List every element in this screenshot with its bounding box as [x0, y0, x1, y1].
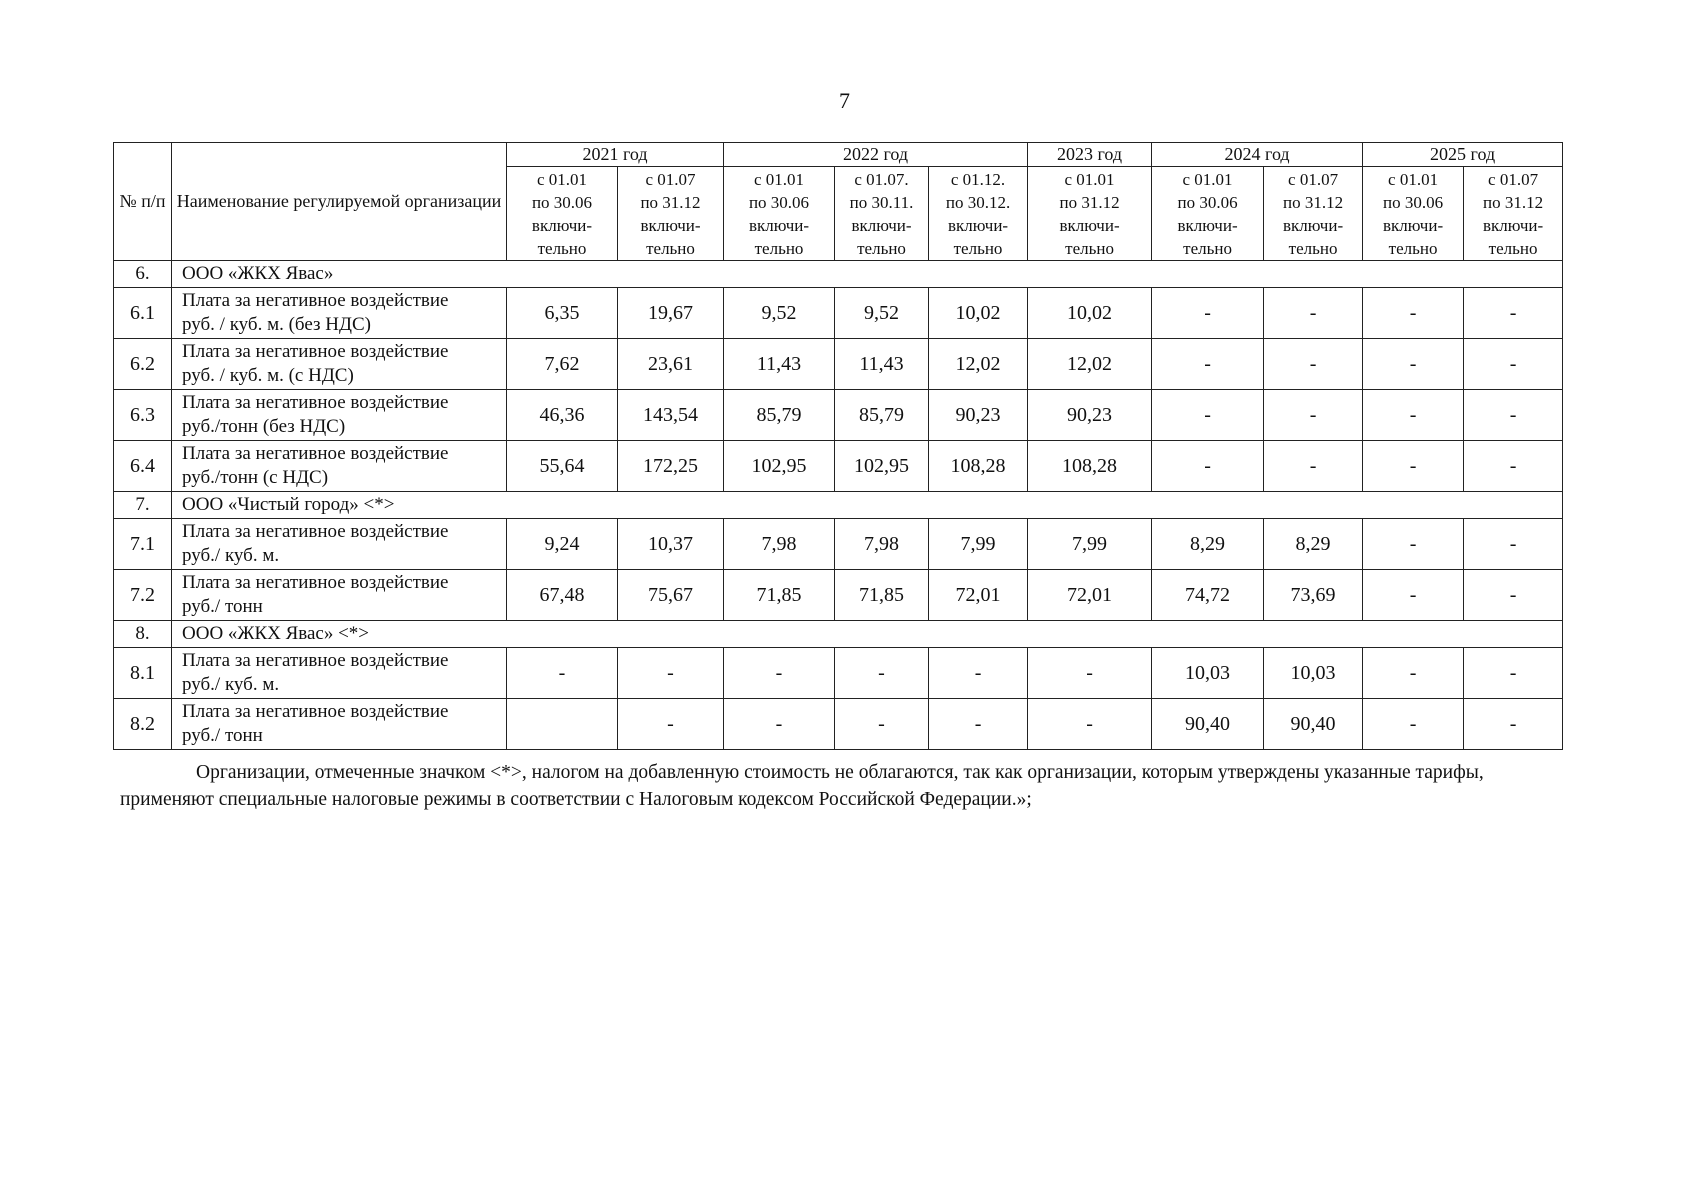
group-number: 7.	[114, 492, 172, 519]
row-number: 8.2	[114, 699, 172, 750]
period-header-line: тельно	[537, 238, 587, 258]
tariff-value-cell: 85,79	[724, 390, 835, 441]
period-header-line: включи-	[640, 215, 701, 235]
tariff-value-cell: 55,64	[507, 441, 618, 492]
tariff-value-cell: 10,02	[1028, 288, 1152, 339]
row-description	[172, 441, 507, 492]
tariff-value-cell: 74,72	[1152, 570, 1264, 621]
tariff-value-cell: 75,67	[618, 570, 724, 621]
tariff-value-cell: 108,28	[1028, 441, 1152, 492]
period-header-line: включи-	[531, 215, 593, 235]
footnote: Организации, отмеченные значком <*>, налогом на добавленную стоимость не облагаются, так как организации, которым утверждены указанные тарифы, применяют специальные налоговые режимы в соответствии с Налоговым кодексом Российской Федерации.»;	[120, 762, 1484, 810]
tariff-value-cell: -	[1464, 288, 1563, 339]
period-header-line: по 31.12	[640, 192, 701, 212]
tariff-value-cell: 8,29	[1152, 519, 1264, 570]
row-description-line: Плата за негативное воздействие	[182, 290, 449, 311]
table-row	[114, 390, 1563, 441]
period-header-line: по 30.06	[1177, 192, 1238, 212]
tariff-value-cell: -	[929, 699, 1028, 750]
tariff-value-cell: -	[835, 648, 929, 699]
table-row	[114, 519, 1563, 570]
tariff-value-cell: 6,35	[507, 288, 618, 339]
group-row	[114, 621, 1563, 648]
tariff-value-cell: 90,23	[929, 390, 1028, 441]
tariff-value-cell: -	[618, 648, 724, 699]
group-row-filler	[507, 621, 1563, 648]
tariff-value-cell: -	[1363, 339, 1464, 390]
row-description-line: Плата за негативное воздействие	[182, 650, 449, 671]
period-header-2	[724, 167, 835, 261]
period-header-line: включи-	[1483, 215, 1544, 235]
row-description-line: Плата за негативное воздействие	[182, 392, 449, 413]
row-description-line: руб./ куб. м.	[182, 674, 280, 695]
tariff-value-cell: -	[1464, 699, 1563, 750]
period-header-line: по 30.11.	[849, 192, 914, 212]
period-header-line: включи-	[947, 215, 1009, 235]
period-header-line: тельно	[1488, 238, 1538, 258]
period-header-line: с 01.07	[645, 169, 696, 189]
group-row	[114, 261, 1563, 288]
row-description-line: Плата за негативное воздействие	[182, 572, 449, 593]
tariff-value-cell: 8,29	[1264, 519, 1363, 570]
row-description-line: руб. / куб. м. (без НДС)	[182, 314, 371, 335]
period-header-line: по 31.12	[1059, 192, 1120, 212]
tariff-value-cell: 11,43	[835, 339, 929, 390]
tariff-value-cell: 9,52	[835, 288, 929, 339]
row-description-line: руб./тонн (без НДС)	[182, 416, 346, 437]
period-header-line: тельно	[754, 238, 804, 258]
row-number: 7.2	[114, 570, 172, 621]
row-description-line: Плата за негативное воздействие	[182, 521, 449, 542]
tariff-value-cell: 90,40	[1152, 699, 1264, 750]
tariff-value-cell: 108,28	[929, 441, 1028, 492]
period-header-line: тельно	[953, 238, 1003, 258]
tariff-value-cell: 19,67	[618, 288, 724, 339]
tariff-value-cell: 90,40	[1264, 699, 1363, 750]
row-description	[172, 390, 507, 441]
row-description-line: руб. / куб. м. (с НДС)	[182, 365, 354, 386]
tariff-value-cell: -	[1464, 339, 1563, 390]
tariff-value-cell: 71,85	[835, 570, 929, 621]
tariff-value-cell: 85,79	[835, 390, 929, 441]
period-header-line: включи-	[851, 215, 912, 235]
year-header-2025: 2025 год	[1363, 143, 1563, 167]
year-header-2022: 2022 год	[724, 143, 1028, 167]
period-header-line: по 30.06	[748, 192, 810, 212]
row-description-line: руб./ куб. м.	[182, 545, 280, 566]
tariff-value-cell: 11,43	[724, 339, 835, 390]
row-description	[172, 519, 507, 570]
period-header-line: с 01.01	[536, 169, 588, 189]
period-header-line: тельно	[1183, 238, 1232, 258]
table-row	[114, 648, 1563, 699]
tariff-value-cell: -	[724, 699, 835, 750]
row-number: 7.1	[114, 519, 172, 570]
tariff-value-cell: 72,01	[929, 570, 1028, 621]
tariff-value-cell: -	[1464, 519, 1563, 570]
tariff-table	[113, 142, 1563, 750]
group-organization-name: ООО «ЖКХ Явас» <*>	[172, 621, 507, 648]
period-header-line: с 01.07.	[854, 169, 909, 189]
tariff-value-cell: 7,99	[929, 519, 1028, 570]
tariff-value-cell: -	[1152, 339, 1264, 390]
period-header-line: по 30.06	[531, 192, 593, 212]
tariff-value-cell: 90,23	[1028, 390, 1152, 441]
tariff-value-cell: 12,02	[929, 339, 1028, 390]
tariff-value-cell: -	[1152, 441, 1264, 492]
row-description	[172, 648, 507, 699]
period-header-line: тельно	[1065, 238, 1114, 258]
tariff-value-cell: 73,69	[1264, 570, 1363, 621]
group-number: 6.	[114, 261, 172, 288]
period-header-line: с 01.01	[753, 169, 805, 189]
tariff-value-cell: -	[1464, 570, 1563, 621]
tariff-value-cell: -	[1363, 648, 1464, 699]
tariff-value-cell: 7,98	[835, 519, 929, 570]
period-header-line: по 31.12	[1283, 192, 1344, 212]
period-header-9	[1464, 167, 1563, 261]
row-description	[172, 288, 507, 339]
period-header-line: с 01.01	[1064, 169, 1115, 189]
tariff-value-cell: 102,95	[835, 441, 929, 492]
tariff-value-cell: -	[1363, 390, 1464, 441]
tariff-value-cell: 23,61	[618, 339, 724, 390]
period-header-line: включи-	[748, 215, 810, 235]
tariff-value-cell: 7,62	[507, 339, 618, 390]
group-row-filler	[507, 492, 1563, 519]
period-header-line: с 01.07	[1288, 169, 1339, 189]
row-description-line: Плата за негативное воздействие	[182, 341, 449, 362]
tariff-value-cell: 9,52	[724, 288, 835, 339]
row-description-line: руб./ тонн	[182, 725, 263, 746]
group-row	[114, 492, 1563, 519]
tariff-value-cell: 46,36	[507, 390, 618, 441]
row-number: 6.4	[114, 441, 172, 492]
tariff-value-cell: 7,99	[1028, 519, 1152, 570]
row-description	[172, 699, 507, 750]
period-header-line: по 30.12.	[945, 192, 1011, 212]
tariff-value-cell: 67,48	[507, 570, 618, 621]
tariff-value-cell: -	[1264, 339, 1363, 390]
tariff-value-cell: -	[724, 648, 835, 699]
period-header-line: по 31.12	[1483, 192, 1544, 212]
group-number: 8.	[114, 621, 172, 648]
row-description-line: руб./тонн (с НДС)	[182, 467, 329, 488]
tariff-value-cell: -	[1363, 441, 1464, 492]
period-header-line: по 30.06	[1383, 192, 1444, 212]
tariff-value-cell: 172,25	[618, 441, 724, 492]
page-number: 7	[839, 88, 850, 113]
tariff-value-cell: 71,85	[724, 570, 835, 621]
tariff-value-cell	[507, 699, 618, 750]
tariff-value-cell: -	[1028, 699, 1152, 750]
tariff-value-cell: 10,03	[1152, 648, 1264, 699]
row-number: 6.2	[114, 339, 172, 390]
group-row-filler	[507, 261, 1563, 288]
group-organization-name: ООО «Чистый город» <*>	[172, 492, 507, 519]
period-header-line: включи-	[1382, 215, 1444, 235]
row-description-line: Плата за негативное воздействие	[182, 701, 449, 722]
group-organization-name: ООО «ЖКХ Явас»	[172, 261, 507, 288]
period-header-line: включи-	[1059, 215, 1120, 235]
table-row	[114, 441, 1563, 492]
period-header-4	[929, 167, 1028, 261]
row-description	[172, 339, 507, 390]
table-row	[114, 339, 1563, 390]
tariff-value-cell: -	[1264, 288, 1363, 339]
tariff-value-cell: -	[1363, 288, 1464, 339]
period-header-0	[507, 167, 618, 261]
period-header-1	[618, 167, 724, 261]
tariff-value-cell: 72,01	[1028, 570, 1152, 621]
period-header-7	[1264, 167, 1363, 261]
period-header-line: тельно	[646, 238, 695, 258]
tariff-value-cell: -	[1264, 441, 1363, 492]
period-header-line: включи-	[1177, 215, 1238, 235]
row-description	[172, 570, 507, 621]
period-header-line: тельно	[1288, 238, 1338, 258]
tariff-value-cell: 10,03	[1264, 648, 1363, 699]
row-description-line: руб./ тонн	[182, 596, 263, 617]
tariff-value-cell: -	[618, 699, 724, 750]
tariff-value-cell: -	[1464, 441, 1563, 492]
tariff-value-cell: 102,95	[724, 441, 835, 492]
tariff-value-cell: 10,02	[929, 288, 1028, 339]
column-number-header: № п/п	[114, 143, 172, 261]
tariff-value-cell: -	[835, 699, 929, 750]
period-header-8	[1363, 167, 1464, 261]
period-header-5	[1028, 167, 1152, 261]
row-description-line: Плата за негативное воздействие	[182, 443, 449, 464]
column-organization-header: Наименование регулируемой организации	[172, 143, 507, 261]
period-header-line: тельно	[1388, 238, 1438, 258]
year-header-row	[114, 143, 1563, 167]
period-header-line: тельно	[857, 238, 906, 258]
table-row	[114, 699, 1563, 750]
table-row	[114, 570, 1563, 621]
period-header-line: с 01.01	[1182, 169, 1233, 189]
period-header-3	[835, 167, 929, 261]
tariff-value-cell: -	[1464, 390, 1563, 441]
tariff-value-cell: 7,98	[724, 519, 835, 570]
tariff-value-cell: -	[1264, 390, 1363, 441]
tariff-value-cell: 10,37	[618, 519, 724, 570]
tariff-value-cell: -	[1363, 699, 1464, 750]
period-header-line: включи-	[1282, 215, 1344, 235]
year-header-2023: 2023 год	[1028, 143, 1152, 167]
tariff-value-cell: -	[1152, 288, 1264, 339]
tariff-value-cell: -	[507, 648, 618, 699]
tariff-value-cell: -	[929, 648, 1028, 699]
tariff-value-cell: -	[1028, 648, 1152, 699]
tariff-value-cell: 143,54	[618, 390, 724, 441]
period-header-line: с 01.01	[1388, 169, 1439, 189]
tariff-value-cell: 12,02	[1028, 339, 1152, 390]
period-header-6	[1152, 167, 1264, 261]
tariff-value-cell: 9,24	[507, 519, 618, 570]
period-header-line: с 01.07	[1488, 169, 1539, 189]
tariff-value-cell: -	[1363, 519, 1464, 570]
year-header-2021: 2021 год	[507, 143, 724, 167]
row-number: 6.1	[114, 288, 172, 339]
row-number: 6.3	[114, 390, 172, 441]
tariff-value-cell: -	[1152, 390, 1264, 441]
tariff-value-cell: -	[1464, 648, 1563, 699]
year-header-2024: 2024 год	[1152, 143, 1363, 167]
period-header-line: с 01.12.	[950, 169, 1006, 189]
table-row	[114, 288, 1563, 339]
tariff-value-cell: -	[1363, 570, 1464, 621]
row-number: 8.1	[114, 648, 172, 699]
